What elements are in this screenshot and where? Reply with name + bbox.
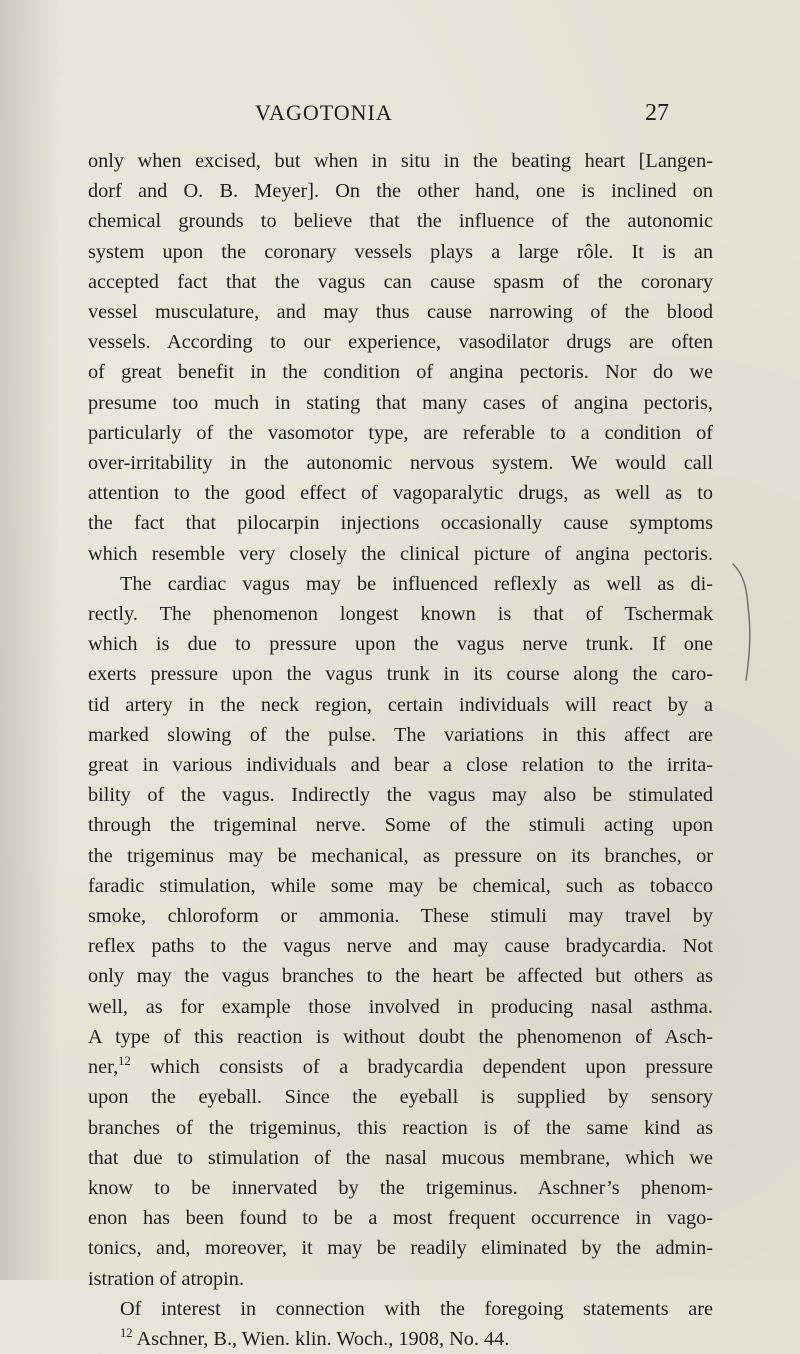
running-head: [0, 100, 800, 140]
text-line: chemical grounds to believe that the influence of the autonomic: [88, 210, 713, 233]
text-line: system upon the coronary vessels plays a large rôle. It is an: [88, 240, 713, 263]
text-line: vessel musculature, and may thus cause narrowing of the blood: [88, 301, 713, 324]
text-line: only when excised, but when in situ in the beating heart [Langen-: [88, 150, 713, 172]
text-line: The cardiac vagus may be influenced reflexly as well as di-: [120, 572, 713, 595]
page-edge-shadow: [0, 0, 60, 1280]
running-title: VAGOTONIA: [255, 100, 393, 125]
text-line: that due to stimulation of the nasal mucous membrane, which we: [88, 1146, 713, 1169]
text-line: Of interest in connection with the foregoing statements are: [120, 1297, 713, 1320]
text-line: tid artery in the neck region, certain individuals will react by a: [88, 693, 713, 716]
text-line: great in various individuals and bear a close relation to the irrita-: [88, 754, 713, 777]
text-line: reflex paths to the vagus nerve and may cause bradycardia. Not: [88, 935, 713, 958]
text-line: vessels. According to our experience, vasodilator drugs are often: [88, 331, 713, 354]
text-line: accepted fact that the vagus can cause spasm of the coronary: [88, 270, 713, 293]
text-line: which resemble very closely the clinical picture of angina pectoris.: [88, 542, 713, 565]
text-line: istration of atropin.: [88, 1267, 245, 1290]
text-line: the trigeminus may be mechanical, as pressure on its branches, or: [88, 844, 713, 867]
text-line: over-irritability in the autonomic nervous system. We would call: [88, 452, 713, 475]
text-line: bility of the vagus. Indirectly the vagus may also be stimulated: [88, 784, 713, 807]
asch-line-rest: which consists of a bradycardia dependent upon pressure: [150, 1056, 713, 1079]
text-line: upon the eyeball. Since the eyeball is supplied by sensory: [88, 1086, 713, 1109]
page-number: 27: [645, 100, 669, 126]
text-line: enon has been found to be a most frequent occurrence in vago-: [88, 1207, 713, 1230]
body-text: [88, 146, 713, 1354]
text-line: marked slowing of the pulse. The variations in this affect are: [88, 723, 713, 746]
text-line: attention to the good effect of vagoparalytic drugs, as well as to: [88, 482, 713, 505]
footnote-text: Aschner, B., Wien. klin. Woch., 1908, No. 44.: [136, 1327, 510, 1350]
text-line: presume too much in stating that many cases of angina pectoris,: [88, 391, 713, 414]
text-line: only may the vagus branches to the heart be affected but others as: [88, 965, 713, 988]
text-line: A type of this reaction is without doubt the phenomenon of Asch-: [88, 1025, 713, 1048]
text-line: rectly. The phenomenon longest known is that of Tschermak: [88, 603, 713, 626]
footnote-number: 12: [120, 1325, 133, 1340]
text-line: faradic stimulation, while some may be chemical, such as tobacco: [88, 874, 713, 897]
text-line: know to be innervated by the trigeminus. Aschner’s phenom-: [88, 1176, 713, 1199]
text-line: which is due to pressure upon the vagus nerve trunk. If one: [88, 633, 713, 656]
footnote-ref: 12: [118, 1053, 131, 1068]
margin-pencil-mark: [727, 562, 757, 682]
asch-line-prefix: ner,: [88, 1056, 119, 1079]
text-line: tonics, and, moreover, it may be readily eliminated by the admin-: [88, 1237, 713, 1260]
footnote: [88, 1324, 713, 1354]
text-line: through the trigeminal nerve. Some of the stimuli acting upon: [88, 814, 713, 837]
text-line: exerts pressure upon the vagus trunk in its course along the caro-: [88, 663, 713, 686]
text-line: branches of the trigeminus, this reaction is of the same kind as: [88, 1116, 713, 1139]
text-line: of great benefit in the condition of angina pectoris. Nor do we: [88, 361, 713, 384]
text-line: the fact that pilocarpin injections occasionally cause symptoms: [88, 512, 713, 535]
text-line: smoke, chloroform or ammonia. These stimuli may travel by: [88, 905, 713, 928]
text-line: dorf and O. B. Meyer]. On the other hand, one is inclined on: [88, 180, 713, 203]
text-line-with-footnote-ref: [88, 1052, 713, 1082]
text-line: well, as for example those involved in producing nasal asthma.: [88, 995, 713, 1018]
text-line: particularly of the vasomotor type, are referable to a condition of: [88, 421, 713, 444]
